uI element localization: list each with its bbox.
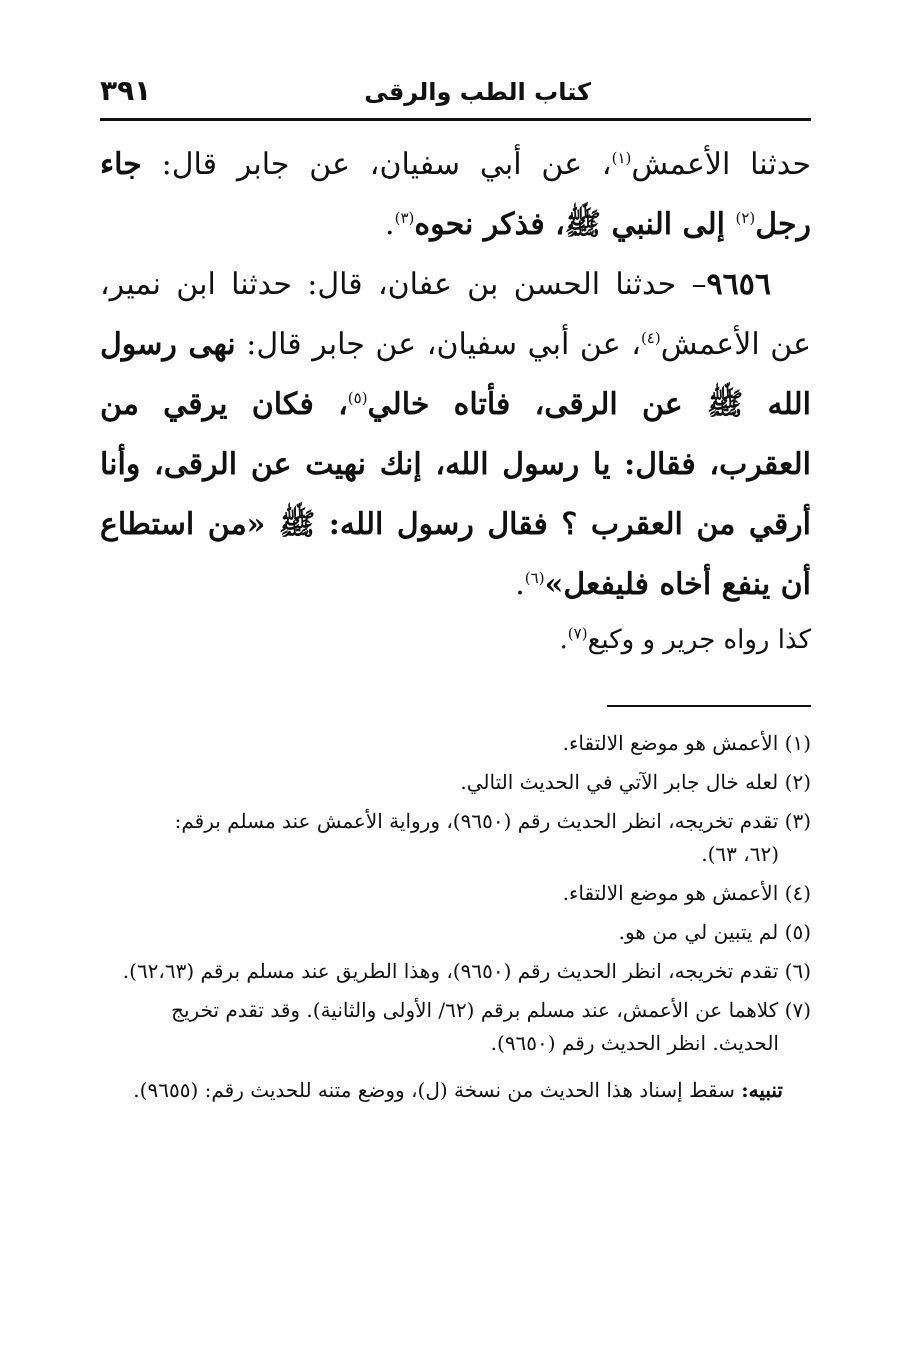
footnote-separator — [607, 705, 811, 707]
footnote-number: (٢) — [784, 770, 811, 794]
footnote-7 — [100, 994, 811, 1060]
footnote-ref-7[interactable]: (٧) — [567, 624, 588, 643]
text-segment: ، عن أبي سفيان، عن جابر قال: — [141, 147, 612, 182]
footnote-2 — [100, 766, 811, 799]
footnote-number: (٦) — [784, 959, 811, 983]
footnote-text: تقدم تخريجه، انظر الحديث رقم (٩٦٥٠)، وهذا الطريق عند مسلم برقم (٦٢،٦٣). — [122, 959, 779, 983]
footnote-number: (٥) — [784, 920, 811, 944]
footnote-text: تقدم تخريجه، انظر الحديث رقم (٩٦٥٠)، ورواية الأعمش عند مسلم برقم: — [174, 809, 779, 833]
text-segment: . — [559, 625, 568, 655]
footnote-ref-4[interactable]: (٤) — [640, 329, 661, 347]
footnote-number: (١) — [784, 731, 811, 755]
footnote-3 — [100, 805, 811, 871]
matn-text: ، فكان يرقي من العقرب، فقال: يا رسول الله، إنك نهيت عن الرقى، وأنا أرقي من العقرب ؟ فقال رسول الله: ﷺ «من استطاع أن ينفع أخاه فليفعل» — [100, 387, 811, 602]
note-label: تنبيه: — [741, 1078, 783, 1102]
hadith-continuation-paragraph — [100, 135, 811, 255]
matn-text: إلى النبي ﷺ، فذكر نحوه — [414, 207, 736, 242]
matn-text: نهى رسول الله ﷺ عن الرقى، فأتاه خالي — [100, 327, 811, 422]
hadith-number: ٩٦٥٦ — [706, 267, 771, 302]
closing-text: كذا رواه جرير و وكيع — [587, 625, 811, 655]
footnote-text: الأعمش هو موضع الالتقاء. — [562, 881, 779, 905]
footnote-4 — [100, 877, 811, 910]
footnote-6 — [100, 955, 811, 988]
closing-line — [100, 615, 811, 665]
footnote-5 — [100, 916, 811, 949]
footnote-ref-2[interactable]: (٢) — [735, 209, 756, 227]
footnotes — [100, 727, 811, 1060]
page-header — [100, 70, 811, 121]
footnote-number: (٣) — [784, 809, 811, 833]
footnote-text: الأعمش هو موضع الالتقاء. — [562, 731, 779, 755]
note-text: سقط إسناد هذا الحديث من نسخة (ل)، ووضع متنه للحديث رقم: (٩٦٥٥). — [133, 1078, 742, 1102]
footnote-number: (٤) — [784, 881, 811, 905]
footnote-continuation: (٦٢، ٦٣). — [701, 842, 779, 866]
hadith-9656-paragraph — [100, 255, 811, 615]
footnote-ref-1[interactable]: (١) — [611, 149, 632, 167]
matn-text: جاء رجل — [100, 147, 811, 242]
footnote-ref-5[interactable]: (٥) — [347, 389, 368, 407]
footnote-1 — [100, 727, 811, 760]
running-title: كتاب الطب والرقى — [364, 78, 591, 106]
main-text — [100, 135, 811, 665]
footnote-number: (٧) — [784, 998, 811, 1022]
text-segment: . — [515, 567, 525, 602]
footnote-text: كلاهما عن الأعمش، عند مسلم برقم (٦٢/ الأولى والثانية). وقد تقدم تخريج — [171, 998, 779, 1022]
book-page — [100, 70, 811, 1325]
footnote-text: لم يتبين لي من هو. — [618, 920, 779, 944]
text-segment: حدثنا الأعمش — [631, 147, 812, 182]
footnote-continuation: الحديث. انظر الحديث رقم (٩٦٥٠). — [490, 1031, 779, 1055]
editor-note — [100, 1070, 811, 1110]
isnad-text: – حدثنا الحسن بن عفان، قال: حدثنا ابن نمير، عن الأعمش — [100, 267, 812, 362]
footnote-text: لعله خال جابر الآتي في الحديث التالي. — [460, 770, 779, 794]
footnote-ref-3[interactable]: (٣) — [394, 209, 415, 227]
text-segment: . — [385, 207, 395, 242]
footnote-ref-6[interactable]: (٦) — [524, 569, 545, 587]
isnad-text: ، عن أبي سفيان، عن جابر قال: — [235, 327, 641, 362]
page-number: ٣٩١ — [100, 74, 152, 107]
